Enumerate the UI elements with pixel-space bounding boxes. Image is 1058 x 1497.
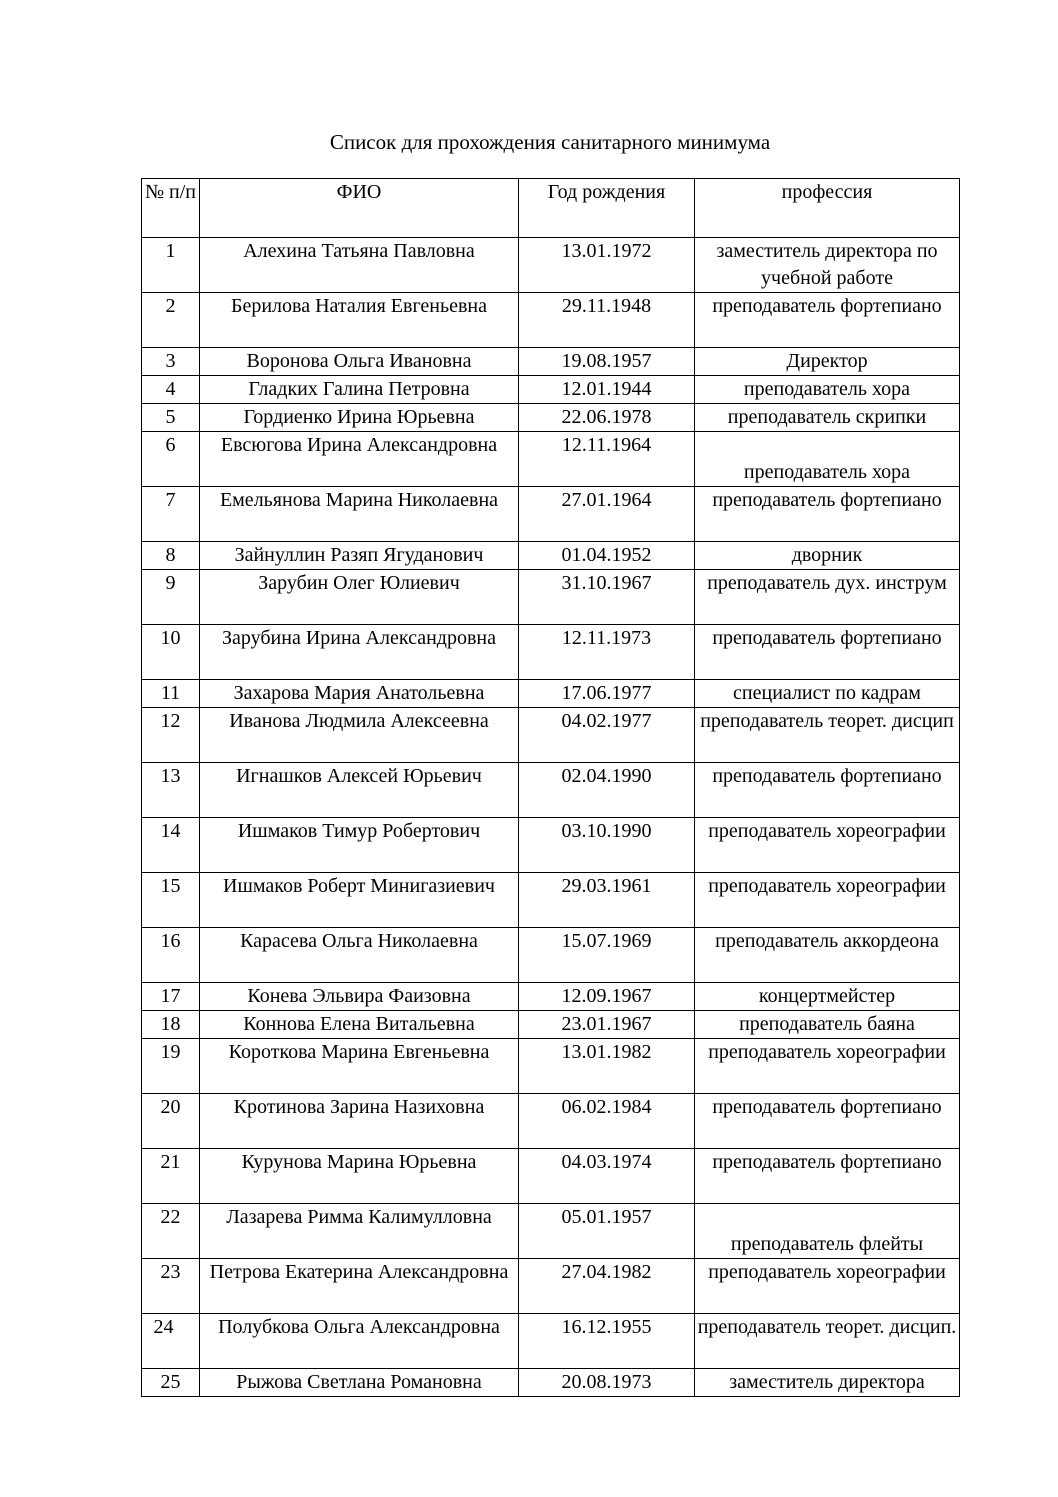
row-birth: 02.04.1990	[519, 763, 695, 818]
table-row	[142, 873, 960, 928]
row-name: Емельянова Марина Николаевна	[200, 487, 519, 542]
row-birth: 13.01.1982	[519, 1039, 695, 1094]
row-birth: 31.10.1967	[519, 570, 695, 625]
row-num: 10	[142, 625, 200, 680]
row-name: Зайнуллин Разяп Ягуданович	[200, 542, 519, 570]
row-birth: 13.01.1972	[519, 238, 695, 293]
row-num: 12	[142, 708, 200, 763]
row-profession: преподаватель фортепиано	[695, 763, 960, 818]
row-birth: 20.08.1973	[519, 1369, 695, 1397]
table-row	[142, 1204, 960, 1259]
table-row	[142, 1314, 960, 1369]
row-name: Короткова Марина Евгеньевна	[200, 1039, 519, 1094]
row-profession: специалист по кадрам	[695, 680, 960, 708]
row-num: 18	[142, 1011, 200, 1039]
row-profession: преподаватель хореографии	[695, 1259, 960, 1314]
row-profession: преподаватель теорет. дисцип.	[695, 1314, 960, 1369]
row-num: 6	[142, 432, 200, 487]
row-profession: преподаватель аккордеона	[695, 928, 960, 983]
table-row	[142, 487, 960, 542]
row-birth: 29.11.1948	[519, 293, 695, 348]
staff-table	[141, 178, 960, 1397]
row-profession: преподаватель фортепиано	[695, 625, 960, 680]
row-birth: 17.06.1977	[519, 680, 695, 708]
row-name: Конева Эльвира Фаизовна	[200, 983, 519, 1011]
row-birth: 15.07.1969	[519, 928, 695, 983]
row-num: 23	[142, 1259, 200, 1314]
row-name: Зарубин Олег Юлиевич	[200, 570, 519, 625]
table-header-row	[142, 179, 960, 238]
row-name: Рыжова Светлана Романовна	[200, 1369, 519, 1397]
row-profession: дворник	[695, 542, 960, 570]
row-name: Захарова Мария Анатольевна	[200, 680, 519, 708]
row-profession: преподаватель хореографии	[695, 873, 960, 928]
row-num: 17	[142, 983, 200, 1011]
row-profession: преподаватель дух. инструм	[695, 570, 960, 625]
row-name: Алехина Татьяна Павловна	[200, 238, 519, 293]
row-birth: 19.08.1957	[519, 348, 695, 376]
row-profession: преподаватель хора	[695, 376, 960, 404]
row-name: Игнашков Алексей Юрьевич	[200, 763, 519, 818]
row-profession: преподаватель фортепиано	[695, 293, 960, 348]
row-birth: 12.09.1967	[519, 983, 695, 1011]
row-num	[142, 1314, 200, 1369]
row-profession: преподаватель скрипки	[695, 404, 960, 432]
row-num: 15	[142, 873, 200, 928]
row-name: Лазарева Римма Калимулловна	[200, 1204, 519, 1259]
row-num: 11	[142, 680, 200, 708]
table-row	[142, 763, 960, 818]
row-num: 20	[142, 1094, 200, 1149]
row-birth: 27.04.1982	[519, 1259, 695, 1314]
header-num: № п/п	[142, 179, 200, 238]
table-row	[142, 818, 960, 873]
row-num: 8	[142, 542, 200, 570]
table-row	[142, 983, 960, 1011]
header-name: ФИО	[200, 179, 519, 238]
table-row	[142, 680, 960, 708]
row-name: Берилова Наталия Евгеньевна	[200, 293, 519, 348]
table-row	[142, 432, 960, 487]
row-name: Кротинова Зарина Назиховна	[200, 1094, 519, 1149]
row-profession: заместитель директора	[695, 1369, 960, 1397]
row-profession: преподаватель хореографии	[695, 818, 960, 873]
table-row	[142, 625, 960, 680]
table-row	[142, 1094, 960, 1149]
row-num-text: 24	[153, 1316, 174, 1338]
row-profession: преподаватель флейты	[695, 1204, 960, 1259]
row-name: Полубкова Ольга Александровна	[200, 1314, 519, 1369]
row-birth: 12.01.1944	[519, 376, 695, 404]
row-num: 7	[142, 487, 200, 542]
row-birth: 27.01.1964	[519, 487, 695, 542]
row-num: 4	[142, 376, 200, 404]
row-name: Иванова Людмила Алексеевна	[200, 708, 519, 763]
table-row	[142, 928, 960, 983]
row-profession: заместитель директора по учебной работе	[695, 238, 960, 293]
row-name: Воронова Ольга Ивановна	[200, 348, 519, 376]
row-profession: преподаватель фортепиано	[695, 1094, 960, 1149]
header-birth: Год рождения	[519, 179, 695, 238]
row-name: Гордиенко Ирина Юрьевна	[200, 404, 519, 432]
row-profession: преподаватель фортепиано	[695, 1149, 960, 1204]
row-birth: 12.11.1964	[519, 432, 695, 487]
table-row	[142, 293, 960, 348]
header-profession: профессия	[695, 179, 960, 238]
table-row	[142, 708, 960, 763]
row-name: Зарубина Ирина Александровна	[200, 625, 519, 680]
row-birth: 16.12.1955	[519, 1314, 695, 1369]
row-name: Коннова Елена Витальевна	[200, 1011, 519, 1039]
row-birth: 01.04.1952	[519, 542, 695, 570]
table-row	[142, 1259, 960, 1314]
row-num: 22	[142, 1204, 200, 1259]
document-title: Список для прохождения санитарного минимума	[329, 130, 771, 154]
row-num: 5	[142, 404, 200, 432]
row-birth: 23.01.1967	[519, 1011, 695, 1039]
table-row	[142, 376, 960, 404]
row-num: 25	[142, 1369, 200, 1397]
row-num: 1	[142, 238, 200, 293]
row-birth: 04.02.1977	[519, 708, 695, 763]
row-num: 16	[142, 928, 200, 983]
table-row	[142, 1369, 960, 1397]
row-profession: преподаватель фортепиано	[695, 487, 960, 542]
row-birth: 04.03.1974	[519, 1149, 695, 1204]
row-name: Ишмаков Роберт Минигазиевич	[200, 873, 519, 928]
row-num: 14	[142, 818, 200, 873]
row-birth: 22.06.1978	[519, 404, 695, 432]
row-num: 3	[142, 348, 200, 376]
row-num: 2	[142, 293, 200, 348]
table-row	[142, 1039, 960, 1094]
row-profession: Директор	[695, 348, 960, 376]
row-birth: 05.01.1957	[519, 1204, 695, 1259]
row-name: Гладких Галина Петровна	[200, 376, 519, 404]
row-birth: 29.03.1961	[519, 873, 695, 928]
row-num: 21	[142, 1149, 200, 1204]
row-profession: концертмейстер	[695, 983, 960, 1011]
row-birth: 12.11.1973	[519, 625, 695, 680]
row-name: Курунова Марина Юрьевна	[200, 1149, 519, 1204]
table-row	[142, 1149, 960, 1204]
table-row	[142, 570, 960, 625]
row-name: Карасева Ольга Николаевна	[200, 928, 519, 983]
row-num: 9	[142, 570, 200, 625]
row-profession: преподаватель баяна	[695, 1011, 960, 1039]
row-profession: преподаватель хора	[695, 432, 960, 487]
row-profession: преподаватель теорет. дисцип	[695, 708, 960, 763]
table-row	[142, 404, 960, 432]
row-birth: 03.10.1990	[519, 818, 695, 873]
table-row	[142, 542, 960, 570]
row-num: 13	[142, 763, 200, 818]
row-name: Петрова Екатерина Александровна	[200, 1259, 519, 1314]
row-name: Ишмаков Тимур Робертович	[200, 818, 519, 873]
table-row	[142, 238, 960, 293]
table-row	[142, 348, 960, 376]
table-row	[142, 1011, 960, 1039]
row-profession: преподаватель хореографии	[695, 1039, 960, 1094]
row-num: 19	[142, 1039, 200, 1094]
row-name: Евсюгова Ирина Александровна	[200, 432, 519, 487]
row-birth: 06.02.1984	[519, 1094, 695, 1149]
